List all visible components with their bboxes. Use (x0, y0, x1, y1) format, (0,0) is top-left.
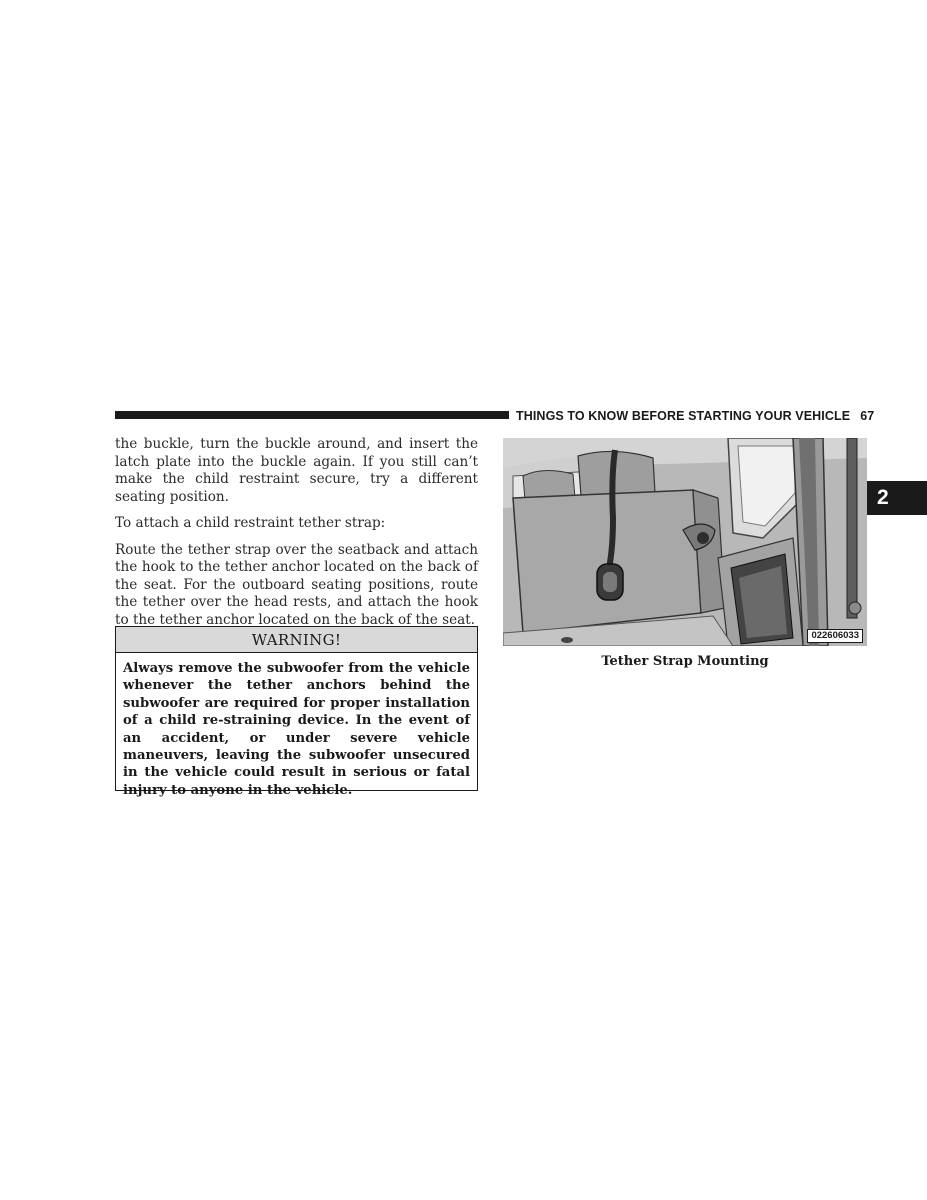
warning-title: WARNING! (116, 627, 477, 653)
warning-box (115, 626, 478, 798)
figure-caption: Tether Strap Mounting (601, 654, 769, 669)
body-text (115, 436, 478, 638)
page-number: 67 (860, 409, 875, 423)
body-paragraph: Route the tether strap over the seatback and attach the hook to the tether anchor located on the back of the seat. For the outboard seating positions, route the tether over the head rests, and attach the hook to the tether anchor located on the back of the seat. (115, 541, 478, 628)
figure-code: 022606033 (807, 629, 863, 643)
header-title: THINGS TO KNOW BEFORE STARTING YOUR VEHICLE (516, 409, 851, 423)
header-rule (115, 411, 509, 419)
body-paragraph: the buckle, turn the buckle around, and insert the latch plate into the buckle again. If you still can’t make the child restraint secure, try a different seating position. (115, 436, 478, 505)
vehicle-interior-drawing (503, 438, 867, 646)
body-paragraph: To attach a child restraint tether strap: (115, 515, 386, 531)
tether-strap-illustration (503, 438, 867, 646)
warning-text: Always remove the subwoofer from the vehicle whenever the tether anchors behind the subwoofer are required for proper installation of a child re-straining device. In the event of an accident, or under severe vehicle maneuvers, leaving the subwoofer unsecured in the vehicle could result in serious or fatal injury to anyone in the vehicle. (123, 661, 470, 798)
chapter-tab: 2 (867, 481, 927, 515)
running-header (516, 408, 875, 424)
